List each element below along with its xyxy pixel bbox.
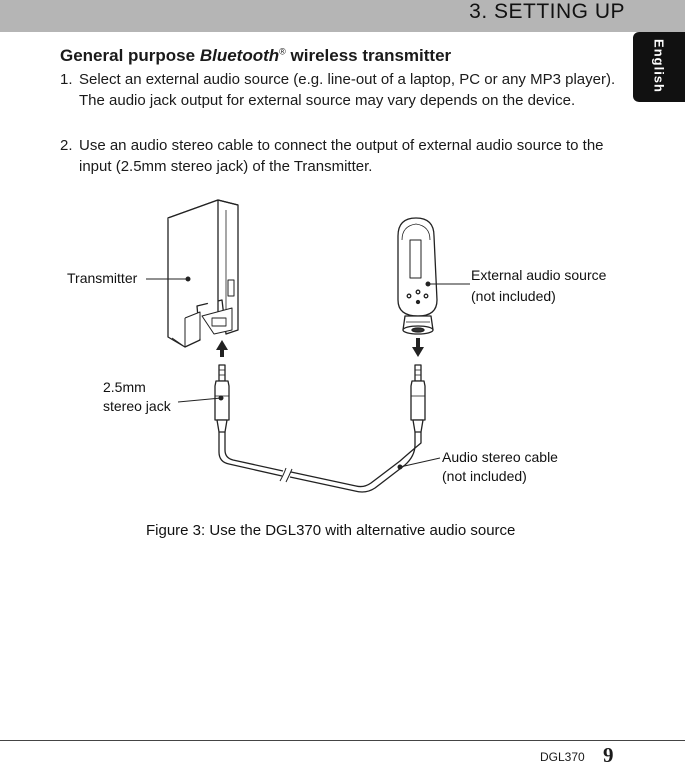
transmitter-illustration <box>168 200 238 347</box>
registered-mark: ® <box>279 46 286 57</box>
arrow-down-icon <box>412 338 424 357</box>
right-plug-illustration <box>411 365 425 432</box>
audio-cable-illustration <box>219 432 421 492</box>
page-number: 9 <box>603 743 614 767</box>
external-audio-source-illustration <box>398 218 437 334</box>
label-external-source-line2: (not included) <box>471 288 556 304</box>
heading-suffix: wireless transmitter <box>285 46 452 65</box>
figure-caption: Figure 3: Use the DGL370 with alternative audio source <box>146 522 516 539</box>
heading-brand: Bluetooth <box>199 46 280 65</box>
step-number: 2. <box>60 137 73 154</box>
arrow-up-icon <box>216 340 228 357</box>
label-external-source-line1: External audio source <box>471 267 607 283</box>
section-title: 3. SETTING UP <box>469 0 625 23</box>
label-transmitter: Transmitter <box>67 270 138 286</box>
label-jack-line2: stereo jack <box>103 398 171 414</box>
language-tab-label: English <box>651 39 667 93</box>
footer-model: DGL370 <box>540 750 585 764</box>
step-text: Use an audio stereo cable to connect the output of external audio source to the input (2.5mm stereo jack) of the Transmitter. <box>79 137 604 175</box>
step-number: 1. <box>60 71 73 88</box>
label-jack-line1: 2.5mm <box>103 379 146 395</box>
heading-prefix: General purpose <box>60 46 200 65</box>
label-cable-line1: Audio stereo cable <box>442 449 558 465</box>
label-cable-line2: (not included) <box>442 468 527 484</box>
footer-divider <box>0 740 685 741</box>
step-text: Select an external audio source (e.g. line-out of a laptop, PC or any MP3 player). The audio jack output for external source may vary depends on the device. <box>79 71 616 109</box>
